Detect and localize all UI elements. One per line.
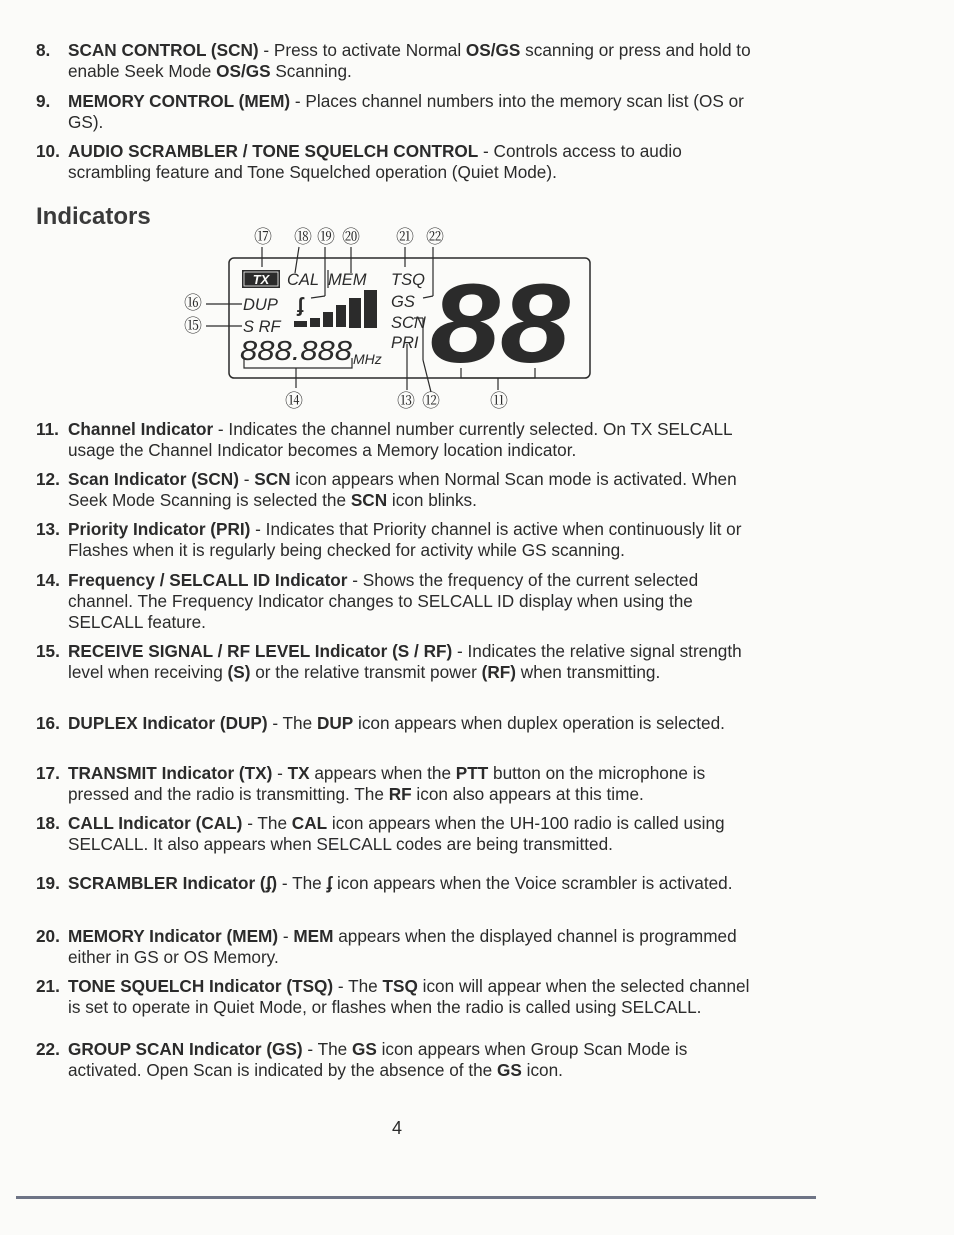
frequency-display: 888.888 xyxy=(240,335,353,366)
item-8 xyxy=(36,40,760,82)
item-label: GROUP SCAN Indicator (GS) xyxy=(68,1039,303,1059)
item-text xyxy=(68,641,760,683)
lcd-indicator-diagram xyxy=(170,218,610,418)
tx-icon xyxy=(242,270,280,288)
item-text xyxy=(68,813,760,855)
scn-label: SCN xyxy=(391,314,426,332)
item-label: CALL Indicator (CAL) xyxy=(68,813,243,833)
item-text xyxy=(68,926,760,968)
item-description: - Indicates the channel number currently selected. On TX SELCALL usage the Channel Indicator becomes a Memory location indicator. xyxy=(68,419,732,460)
item-10 xyxy=(36,141,760,183)
callout-13: ⑬ xyxy=(397,391,415,411)
bold-term: SCN xyxy=(254,469,291,489)
item-label: DUPLEX Indicator (DUP) xyxy=(68,713,268,733)
callout-11: ⑪ xyxy=(490,391,508,411)
page-number: 4 xyxy=(392,1118,403,1138)
item-label: MEMORY Indicator (MEM) xyxy=(68,926,279,946)
section-title-indicators: Indicators xyxy=(36,203,151,230)
item-description: - Controls access to audio scrambling feature and Tone Squelched operation (Quiet Mode). xyxy=(68,141,682,182)
item-description: - Places channel numbers into the memory scan list (OS or GS). xyxy=(68,91,744,132)
dup-label: DUP xyxy=(243,296,278,314)
item-text xyxy=(68,1039,760,1081)
item-number: 17. xyxy=(36,763,60,783)
item-text xyxy=(68,91,760,133)
bold-term: OS/GS xyxy=(216,61,271,81)
bold-term: OS/GS xyxy=(465,40,521,60)
item-description: - The ʄ icon appears when the Voice scrambler is activated. xyxy=(277,873,733,893)
callout-21: ㉑ xyxy=(396,227,414,247)
item-19 xyxy=(36,871,760,896)
item-18 xyxy=(36,813,760,855)
bold-term: TX xyxy=(287,763,310,783)
callout-19: ⑲ xyxy=(317,227,335,247)
bold-term: MEM xyxy=(293,926,334,946)
callout-20: ⑳ xyxy=(342,227,360,247)
item-label: RECEIVE SIGNAL / RF LEVEL Indicator (S / RF) xyxy=(68,641,453,661)
item-description: - MEM appears when the displayed channel is programmed either in GS or OS Memory. xyxy=(68,926,737,967)
item-number: 11. xyxy=(36,419,59,439)
bold-term: PTT xyxy=(455,763,489,783)
callout-16: ⑯ xyxy=(184,293,202,313)
item-description: - The GS icon appears when Group Scan Mode is activated. Open Scan is indicated by the absence of the GS icon. xyxy=(68,1039,688,1080)
item-11 xyxy=(36,419,760,461)
callout-12: ⑫ xyxy=(422,391,440,411)
item-label: AUDIO SCRAMBLER / TONE SQUELCH CONTROL xyxy=(68,141,479,161)
bold-term: ʄ xyxy=(326,873,333,893)
item-description: - The DUP icon appears when duplex operation is selected. xyxy=(267,713,725,733)
item-9 xyxy=(36,91,760,133)
item-14 xyxy=(36,570,760,633)
item-text xyxy=(68,419,760,461)
mhz-label: MHz xyxy=(353,351,382,367)
bold-term: RF xyxy=(388,784,412,804)
item-label: Frequency / SELCALL ID Indicator xyxy=(68,570,348,590)
item-13 xyxy=(36,519,760,561)
item-number: 20. xyxy=(36,926,60,946)
item-15 xyxy=(36,641,760,683)
callout-17: ⑰ xyxy=(254,227,272,247)
channel-digits: 88 xyxy=(430,261,571,386)
item-label: Priority Indicator (PRI) xyxy=(68,519,251,539)
item-label: SCAN CONTROL (SCN) xyxy=(68,40,259,60)
item-description: - Indicates that Priority channel is active when continuously lit or Flashes when it is regularly being checked for activity while GS scanning. xyxy=(68,519,742,560)
footer-rule xyxy=(16,1196,816,1199)
item-label: TRANSMIT Indicator (TX) xyxy=(68,763,273,783)
item-number: 15. xyxy=(36,641,60,661)
item-description: - TX appears when the PTT button on the microphone is pressed and the radio is transmitting. The RF icon also appears at this time. xyxy=(68,763,706,804)
scrambler-icon: ʄ xyxy=(297,295,304,317)
item-text xyxy=(68,871,760,896)
gs-label: GS xyxy=(391,293,415,311)
pri-label: PRI xyxy=(391,334,419,352)
item-text xyxy=(68,469,760,511)
item-description: - Indicates the relative signal strength level when receiving (S) or the relative transmit power (RF) when transmitting. xyxy=(68,641,742,682)
tx-label: TX xyxy=(252,272,270,287)
item-text xyxy=(68,141,760,183)
item-17 xyxy=(36,763,760,805)
signal-bars-icon xyxy=(294,290,377,328)
item-label: TONE SQUELCH Indicator (TSQ) xyxy=(68,976,334,996)
callout-22: ㉒ xyxy=(426,227,444,247)
item-number: 10. xyxy=(36,141,60,161)
item-number: 16. xyxy=(36,713,60,733)
item-number: 9. xyxy=(36,91,51,111)
bold-term: CAL xyxy=(291,813,328,833)
bold-term: TSQ xyxy=(382,976,418,996)
item-description: - Shows the frequency of the current selected channel. The Frequency Indicator changes to SELCALL ID display when using the SELCALL feature. xyxy=(68,570,699,632)
bold-term: GS xyxy=(351,1039,377,1059)
srf-label: S RF xyxy=(243,318,281,336)
mem-label: MEM xyxy=(328,271,367,289)
item-text xyxy=(68,519,760,561)
item-number: 12. xyxy=(36,469,60,489)
channel-display xyxy=(430,261,571,386)
item-text xyxy=(68,40,760,82)
item-number: 22. xyxy=(36,1039,60,1059)
item-number: 21. xyxy=(36,976,60,996)
callout-18: ⑱ xyxy=(294,227,312,247)
item-number: 19. xyxy=(36,873,60,893)
item-label: MEMORY CONTROL (MEM) xyxy=(68,91,291,111)
item-16 xyxy=(36,713,760,734)
item-number: 18. xyxy=(36,813,60,833)
item-text xyxy=(68,763,760,805)
item-label: Channel Indicator xyxy=(68,419,214,439)
item-description: - SCN icon appears when Normal Scan mode is activated. When Seek Mode Scanning is selected the SCN icon blinks. xyxy=(68,469,737,510)
item-text xyxy=(68,976,760,1018)
item-number: 8. xyxy=(36,40,51,60)
item-text xyxy=(68,570,760,633)
item-description: - Press to activate Normal OS/GS scanning or press and hold to enable Seek Mode OS/GS Scanning. xyxy=(68,40,751,81)
item-20 xyxy=(36,926,760,968)
tsq-label: TSQ xyxy=(391,271,425,289)
cal-label: CAL xyxy=(287,271,320,289)
item-number: 13. xyxy=(36,519,60,539)
bold-term: SCN xyxy=(350,490,388,510)
item-label: Scan Indicator (SCN) xyxy=(68,469,239,489)
bold-term: (S) xyxy=(227,662,251,682)
item-21 xyxy=(36,976,760,1018)
item-22 xyxy=(36,1039,760,1081)
item-description: - The CAL icon appears when the UH-100 radio is called using SELCALL. It also appears when SELCALL codes are being transmitted. xyxy=(68,813,725,854)
item-description: - The TSQ icon will appear when the selected channel is set to operate in Quiet Mode, or flashes when the radio is called using SELCALL. xyxy=(68,976,750,1017)
bold-term: GS xyxy=(497,1060,522,1080)
bold-term: (RF) xyxy=(481,662,516,682)
item-text xyxy=(68,713,760,734)
callout-15: ⑮ xyxy=(184,316,202,336)
bold-term: DUP xyxy=(316,713,354,733)
callout-14: ⑭ xyxy=(285,391,303,411)
item-12 xyxy=(36,469,760,511)
item-number: 14. xyxy=(36,570,60,590)
item-label: SCRAMBLER Indicator (ʄ) xyxy=(68,873,278,893)
